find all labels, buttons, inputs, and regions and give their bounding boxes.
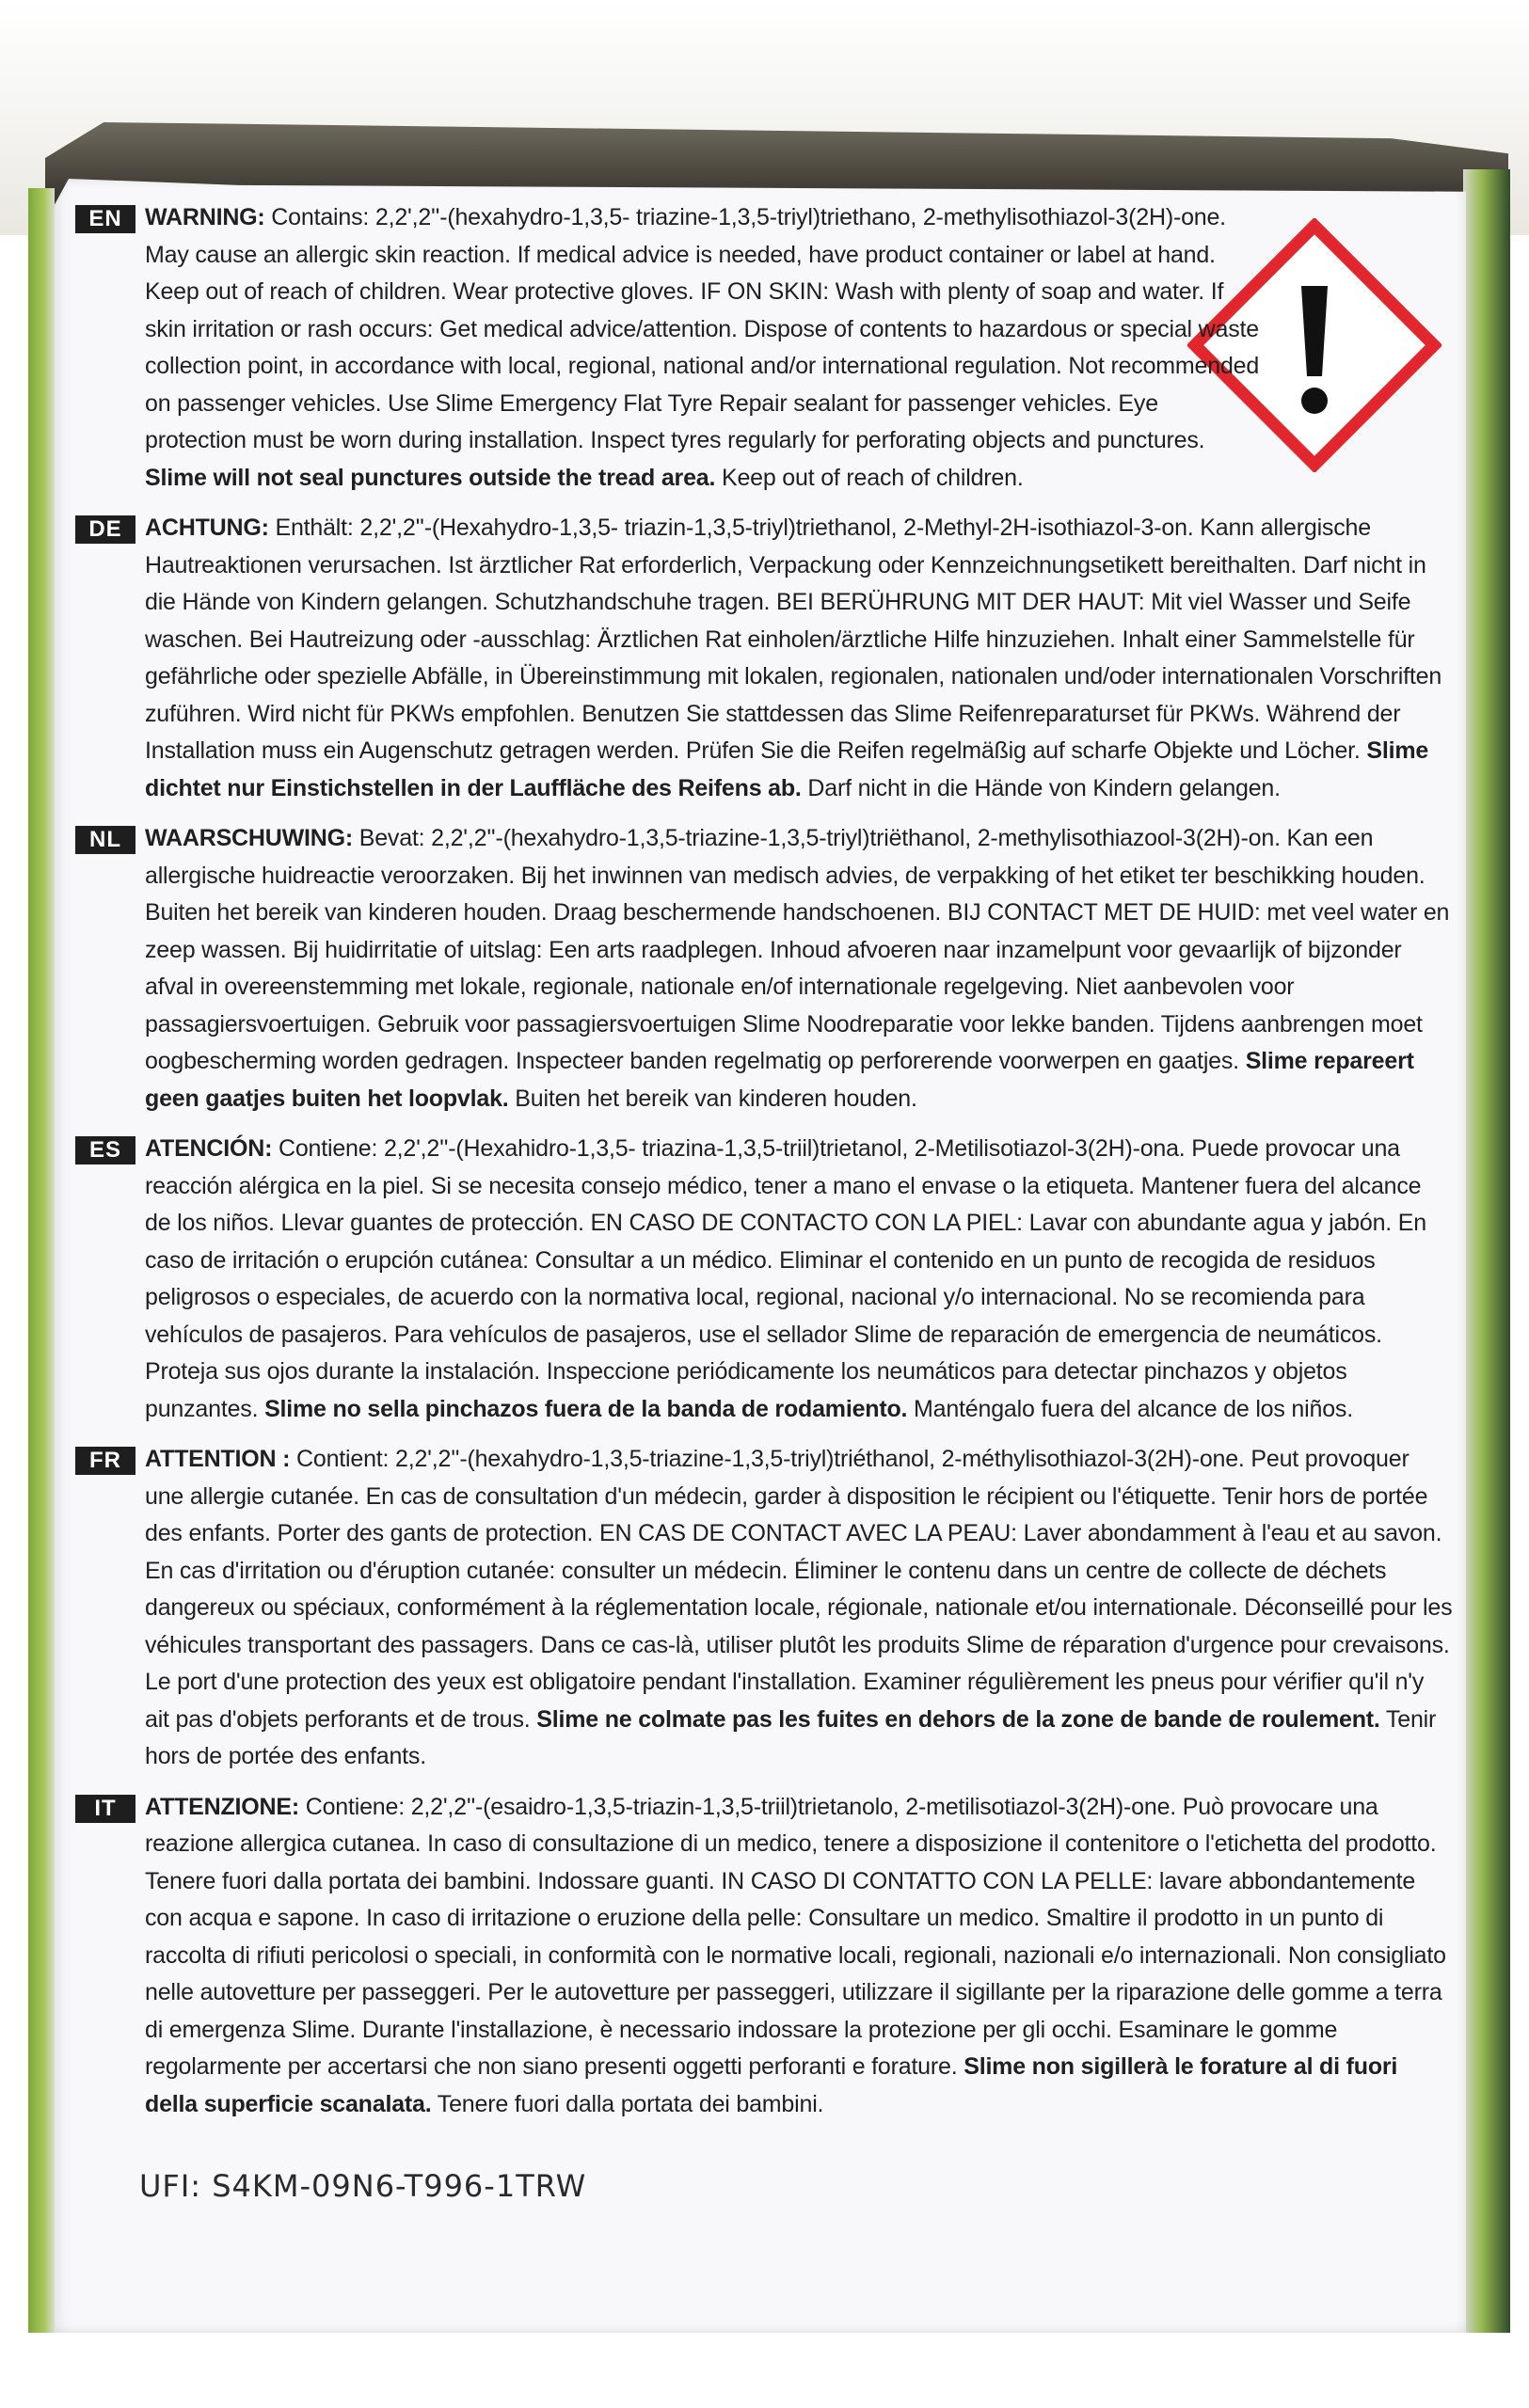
section-bold: Slime dichtet nur Einstichstellen in der Lauffläche des Reifens ab.: [145, 737, 1429, 801]
section-tail: Darf nicht in die Hände von Kindern gelangen.: [801, 774, 1281, 801]
section-body: Contiene: 2,2',2''-(Hexahidro-1,3,5- triazina-1,3,5-triil)trietanol, 2-Metilisotiazol-3(2H)-ona. Puede provocar una reacción alérgica en la piel. Si se necesita consejo médico, tener a mano el envase o la etiqueta. Mantener fuera del alcance de los niños. Llevar guantes de protección. EN CASO DE CONTACTO CON LA PIEL: Lavar con abundante agua y jabón. En caso de irritación o erupción cutánea: Consultar a un médico. Eliminar el contenido en un punto de recogida de residuos peligrosos o especiales, de acuerdo con la normativa local, regional, nacional y/o internacional. No se recomienda para vehículos de pasajeros. Para vehículos de pasajeros, use el sellador Slime de reparación de emergencia de neumáticos. Proteja sus ojos durante la instalación. Inspeccione periódicamente los neumáticos para detectar pinchazos y objetos punzantes.: [145, 1135, 1426, 1422]
section-bold: Slime repareert geen gaatjes buiten het loopvlak.: [145, 1048, 1414, 1112]
section-tail: Keep out of reach of children.: [715, 464, 1024, 491]
section-body: Contains: 2,2',2''-(hexahydro-1,3,5- triazine-1,3,5-triyl)triethano, 2-methylisothiazol-3(2H)-one. May cause an allergic skin reaction. If medical advice is needed, have product container or label at hand. Keep out of reach of children. Wear protective gloves. IF ON SKIN: Wash with plenty of soap and water. If skin irritation or rash occurs: Get medical advice/attention. Dispose of contents to hazardous or special waste collection point, in accordance with local, regional, national and/or international regulation. Not recommended on passenger vehicles. Use Slime Emergency Flat Tyre Repair sealant for passenger vehicles. Eye protection must be worn during installation. Inspect tyres regularly for perforating objects and punctures.: [145, 204, 1260, 453]
lang-badge-es: ES: [75, 1136, 135, 1164]
section-fr: [75, 1441, 1458, 1776]
box-left-edge: [28, 188, 55, 2352]
section-text-en: [145, 199, 1265, 497]
lang-badge-fr: FR: [75, 1447, 135, 1475]
section-body: Enthält: 2,2',2''-(Hexahydro-1,3,5- triazin-1,3,5-triyl)triethanol, 2-Methyl-2H-isothiazol-3-on. Kann allergische Hautreaktionen verursachen. Ist ärztlicher Rat erforderlich, Verpackung oder Kennzeichnungsetikett bereithalten. Darf nicht in die Hände von Kindern gelangen. Schutzhandschuhe tragen. BEI BERÜHRUNG MIT DER HAUT: Mit viel Wasser und Seife waschen. Bei Hautreizung oder -ausschlag: Ärztlichen Rat einholen/ärztliche Hilfe hinzuziehen. Inhalt einer Sammelstelle für gefährliche oder spezielle Abfälle, in Übereinstimmung mit lokalen, regionalen, nationalen und/oder internationalen Vorschriften zuführen. Wird nicht für PKWs empfohlen. Benutzen Sie stattdessen das Slime Reifenreparaturset für PKWs. Während der Installation muss ein Augenschutz getragen werden. Prüfen Sie die Reifen regelmäßig auf scharfe Objekte und Löcher.: [145, 515, 1442, 764]
section-lead: WARNING:: [145, 204, 265, 230]
box-bottom-edge: [0, 2333, 1529, 2408]
section-bold: Slime no sella pinchazos fuera de la banda de rodamiento.: [264, 1395, 908, 1422]
section-tail: Buiten het bereik van kinderen houden.: [508, 1085, 917, 1112]
lang-badge-de: DE: [75, 515, 135, 544]
section-lead: ATTENTION :: [145, 1446, 291, 1472]
section-lead: ATENCIÓN:: [145, 1135, 273, 1162]
section-text-it: [145, 1789, 1453, 2124]
section-text-de: [145, 510, 1453, 807]
section-es: [75, 1131, 1458, 1428]
section-bold: Slime will not seal punctures outside the tread area.: [145, 464, 716, 491]
section-text-nl: [145, 820, 1453, 1117]
section-body: Contient: 2,2',2''-(hexahydro-1,3,5-triazine-1,3,5-triyl)triéthanol, 2-méthylisothiazol-3(2H)-one. Peut provoquer une allergie cutanée. En cas de consultation d'un médecin, garder à disposition le récipient ou l'étiquette. Tenir hors de portée des enfants. Porter des gants de protection. EN CAS DE CONTACT AVEC LA PEAU: Laver abondamment à l'eau et au savon. En cas d'irritation ou d'éruption cutanée: consulter un médecin. Éliminer le contenu dans un centre de collecte de déchets dangereux ou spéciaux, conformément à la réglementation locale, régionale, nationale et/ou internationale. Déconseillé pour les véhicules transportant des passagers. Dans ce cas-là, utiliser plutôt les produits Slime de réparation d'urgence pour crevaisons. Le port d'une protection des yeux est obligatoire pendant l'installation. Examiner régulièrement les pneus pour vérifier qu'il n'y ait pas d'objets perforants et de trous.: [145, 1446, 1453, 1733]
warning-text-block: [75, 199, 1458, 2136]
lang-badge-nl: NL: [75, 826, 135, 854]
lang-badge-en: EN: [75, 205, 135, 233]
section-bold: Slime ne colmate pas les fuites en dehors de la zone de bande de roulement.: [536, 1705, 1380, 1733]
section-text-es: [145, 1131, 1453, 1428]
ufi-code: UFI: S4KM-09N6-T996-1TRW: [139, 2168, 587, 2204]
lang-badge-it: IT: [75, 1795, 135, 1823]
section-tail: Tenere fuori dalla portata dei bambini.: [431, 2090, 824, 2117]
section-body: Bevat: 2,2',2''-(hexahydro-1,3,5-triazine-1,3,5-triyl)triëthanol, 2-methylisothiazool-3(2H)-on. Kan een allergische huidreactie veroorzaken. Bij het inwinnen van medisch advies, de verpakking of het etiket ter beschikking houden. Buiten het bereik van kinderen houden. Draag beschermende handschoenen. BIJ CONTACT MET DE HUID: met veel water en zeep wassen. Bij huidirritatie of uitslag: Een arts raadplegen. Inhoud afvoeren naar inzamelpunt voor gevaarlijk of bijzonder afval in overeenstemming met lokale, regionale, nationale en/of internationale regelgeving. Niet aanbevolen voor passagiersvoertuigen. Gebruik voor passagiersvoertuigen Slime Noodreparatie voor lekke banden. Tijdens aanbrengen moet oogbescherming worden gedragen. Inspecteer banden regelmatig op perforerende voorwerpen en gaatjes.: [145, 825, 1450, 1074]
section-body: Contiene: 2,2',2''-(esaidro-1,3,5-triazin-1,3,5-triil)trietanolo, 2-metilisotiazol-3(2H)-one. Può provocare una reazione allergica cutanea. In caso di consultazione di un medico, tenere a disposizione il contenitore o l'etichetta del prodotto. Tenere fuori dalla portata dei bambini. Indossare guanti. IN CASO DI CONTATTO CON LA PELLE: lavare abbondantemente con acqua e sapone. In caso di irritazione o eruzione della pelle: Consultare un medico. Smaltire il prodotto in un punto di raccolta di rifiuti pericolosi o speciali, in conformità con le normative locali, regionali, nazionali e/o internazionali. Non consigliato nelle autovetture per passeggeri. Per le autovetture per passeggeri, utilizzare il sigillante per la riparazione delle gomme a terra di emergenza Slime. Durante l'installazione, è necessario indossare la protezione per gli occhi. Esaminare le gomme regolarmente per accertarsi che non siano presenti oggetti perforanti e forature.: [145, 1793, 1446, 2080]
box-right-edge: [1463, 169, 1510, 2352]
section-nl: [75, 820, 1458, 1117]
section-lead: ATTENZIONE:: [145, 1793, 299, 1820]
section-lead: ACHTUNG:: [145, 515, 269, 541]
section-en: [75, 199, 1458, 497]
section-tail: Tenir hors de portée des enfants.: [145, 1705, 1437, 1769]
section-it: [75, 1789, 1458, 2124]
section-tail: Manténgalo fuera del alcance de los niños.: [907, 1395, 1353, 1422]
section-de: [75, 510, 1458, 807]
section-lead: WAARSCHUWING:: [145, 825, 353, 851]
section-text-fr: [145, 1441, 1453, 1776]
section-bold: Slime non sigillerà le forature al di fuori della superficie scanalata.: [145, 2053, 1398, 2117]
